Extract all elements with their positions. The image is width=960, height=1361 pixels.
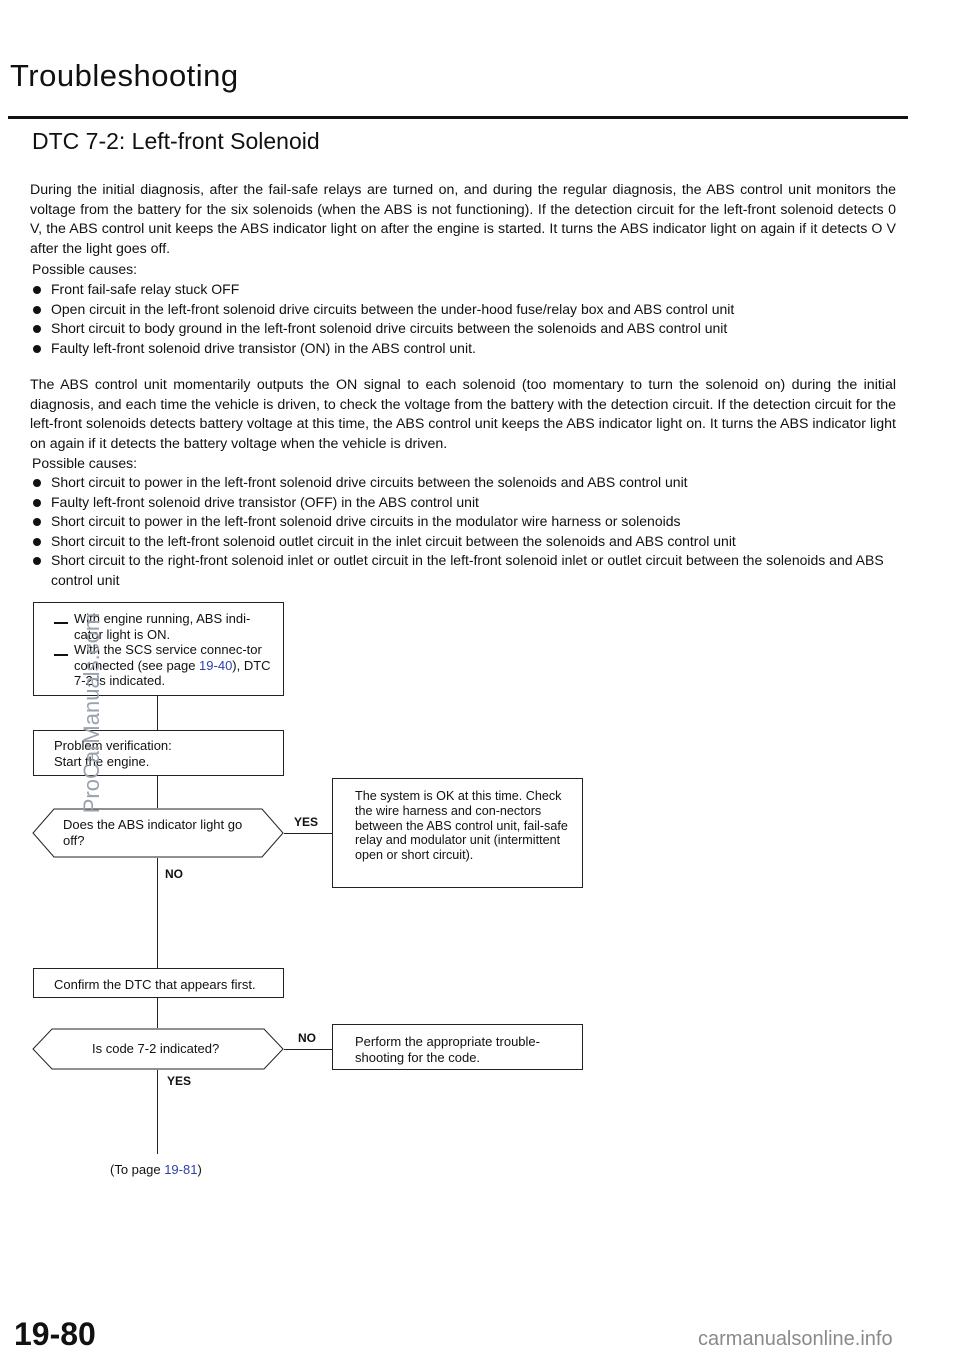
list-item: Short circuit to the left-front solenoid outlet circuit in the inlet circuit between the solenoids and ABS control unit — [32, 532, 902, 552]
connector-line — [157, 776, 158, 808]
list-item: Short circuit to power in the left-front solenoid drive circuits in the modulator wire harness or solenoids — [32, 512, 902, 532]
section1-paragraph: During the initial diagnosis, after the fail-safe relays are turned on, and during the regular diagnosis, the ABS control unit monitors the voltage from the battery for the six solenoids (when the ABS is not functioning). If the detection circuit for the left-front solenoid detects 0 V, the ABS control unit keeps the ABS indicator light on after the engine is started. It turns the ABS indicator light on again if it detects O V after the light goes off. — [30, 182, 896, 257]
section2-causes-list — [32, 473, 902, 590]
footer-site: carmanualsonline.info — [698, 1328, 893, 1350]
list-item: Short circuit to the right-front solenoid inlet or outlet circuit in the left-front solenoid inlet or outlet circuit between the solenoids and ABS control unit — [32, 551, 902, 590]
decision2-text: Is code 7-2 indicated? — [92, 1041, 220, 1056]
dash-icon — [54, 622, 68, 624]
connector-line — [157, 858, 158, 968]
page-link-19-40[interactable]: 19-40 — [199, 657, 233, 673]
verify-box-line2: Start the engine. — [54, 753, 150, 769]
section2-causes-label: Possible causes: — [32, 455, 138, 471]
perform-box: Perform the appropriate trouble-shooting for the code. — [332, 1024, 583, 1070]
connector-line — [157, 696, 158, 730]
section2-paragraph: The ABS control unit momentarily outputs the ON signal to each solenoid (too momentary to turn the solenoid on) during the initial diagnosis, and each time the vehicle is driven, to check the voltage from the battery with the detection circuit. If the detection circuit for the left-front solenoids detects battery voltage at this time, the ABS control unit keeps the ABS indicator light on. It turns the ABS indicator light on again if it detects the battery voltage when the vehicle is driven. — [30, 377, 896, 452]
decision1-yes-label: YES — [294, 815, 319, 829]
section1-causes-label: Possible causes: — [32, 261, 138, 277]
decision1-no-label: NO — [165, 867, 183, 881]
header-rule — [8, 116, 908, 119]
list-item: Faulty left-front solenoid drive transistor (OFF) in the ABS control unit — [32, 493, 902, 513]
decision2-yes-label: YES — [167, 1074, 192, 1088]
dash-icon — [54, 654, 68, 656]
connector-line — [157, 998, 158, 1028]
start-box — [33, 602, 284, 696]
connector-line — [284, 1049, 332, 1050]
ok-box: The system is OK at this time. Check the wire harness and con-nectors between the ABS control unit, fail-safe relay and modulator unit (intermittent open or short circuit). — [332, 778, 583, 888]
list-item: Faulty left-front solenoid drive transistor (ON) in the ABS control unit. — [32, 339, 902, 359]
dtc-title: DTC 7-2: Left-front Solenoid — [32, 128, 320, 154]
decision1-text: Does the ABS indicator light go off? — [63, 817, 243, 848]
verify-box-line1: Problem verification: — [54, 738, 172, 753]
list-item: Front fail-safe relay stuck OFF — [32, 280, 902, 300]
page-number: 19-80 — [14, 1316, 96, 1352]
list-item: Short circuit to body ground in the left-front solenoid drive circuits between the solenoids and ABS control unit — [32, 319, 902, 339]
to-page-reference: (To page 19-81) — [110, 1162, 202, 1177]
start-box-line2: With the SCS service connec-tor connected (see page 19-40), DTC 7-2 is indicated. — [74, 642, 271, 688]
connector-line — [157, 1070, 158, 1154]
list-item: Short circuit to power in the left-front solenoid drive circuits between the solenoids and ABS control unit — [32, 473, 902, 493]
start-box-line1: With engine running, ABS indi-cator light is ON. — [74, 611, 251, 642]
page-title: Troubleshooting — [10, 58, 239, 93]
list-item: Open circuit in the left-front solenoid drive circuits between the under-hood fuse/relay box and ABS control unit — [32, 300, 902, 320]
section1-causes-list — [32, 280, 902, 358]
verify-box — [33, 730, 284, 776]
decision2-no-label: NO — [298, 1031, 316, 1045]
page-link-19-81[interactable]: 19-81 — [164, 1162, 198, 1177]
side-watermark: ProCarManuals.com — [79, 612, 104, 814]
confirm-box: Confirm the DTC that appears first. — [33, 968, 284, 998]
connector-line — [284, 833, 332, 834]
